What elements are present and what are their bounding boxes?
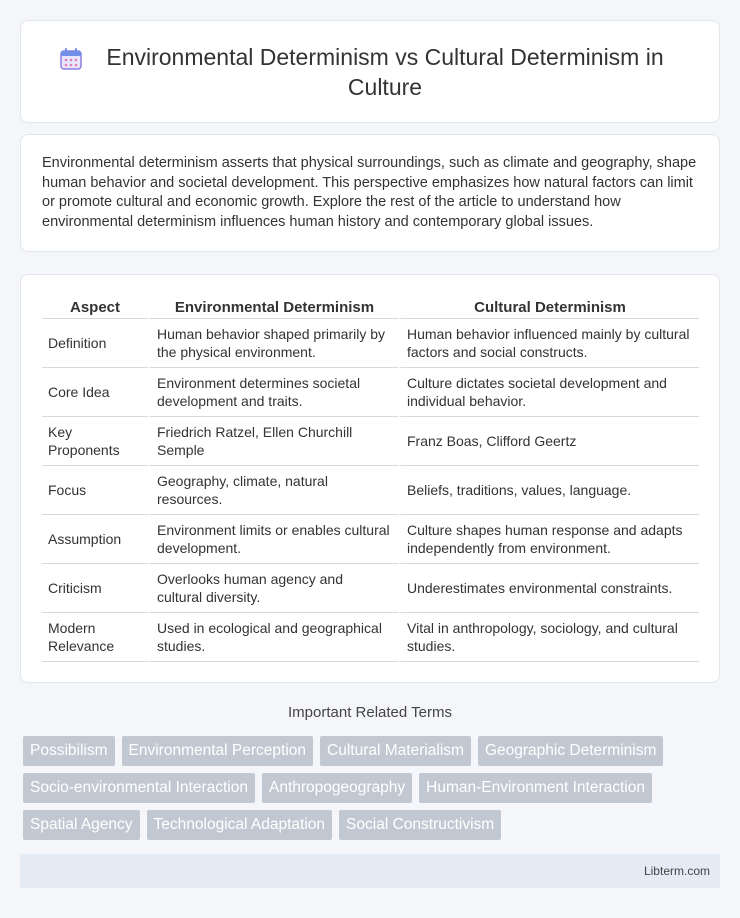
row-environmental: Human behavior shaped primarily by the physical environment. bbox=[148, 319, 398, 368]
related-terms-list bbox=[23, 736, 703, 840]
intro-paragraph: Environmental determinism asserts that physical surroundings, such as climate and geography, shape human behavior and societal development. This perspective emphasizes how natural factors can limit or promote cultural and economic growth. Explore the rest of the article to understand how environmental determinism influences human history and contemporary global issues. bbox=[42, 155, 697, 230]
comparison-table bbox=[42, 295, 699, 662]
tag-social-constructivism[interactable]: Social Constructivism bbox=[339, 810, 501, 840]
row-aspect: Core Idea bbox=[42, 368, 148, 417]
tag-human-environment-interaction[interactable]: Human-Environment Interaction bbox=[419, 773, 652, 803]
comparison-card bbox=[20, 274, 720, 683]
related-terms-title: Important Related Terms bbox=[288, 704, 452, 721]
header-card bbox=[20, 20, 720, 123]
page-title: Environmental Determinism vs Cultural Determinism in Culture bbox=[106, 43, 664, 100]
tag-geographic-determinism[interactable]: Geographic Determinism bbox=[478, 736, 663, 766]
tag-environmental-perception[interactable]: Environmental Perception bbox=[122, 736, 314, 766]
row-aspect: Key Proponents bbox=[42, 417, 148, 466]
header-environmental: Environmental Determinism bbox=[148, 295, 398, 319]
table-row bbox=[42, 613, 699, 662]
row-aspect: Focus bbox=[42, 466, 148, 515]
row-environmental: Used in ecological and geographical studies. bbox=[148, 613, 398, 662]
row-aspect: Definition bbox=[42, 319, 148, 368]
header-cultural: Cultural Determinism bbox=[398, 295, 699, 319]
table-row bbox=[42, 417, 699, 466]
tag-cultural-materialism[interactable]: Cultural Materialism bbox=[320, 736, 471, 766]
row-environmental: Friedrich Ratzel, Ellen Churchill Semple bbox=[148, 417, 398, 466]
table-row bbox=[42, 319, 699, 368]
row-environmental: Overlooks human agency and cultural diversity. bbox=[148, 564, 398, 613]
table-header-row bbox=[42, 295, 699, 319]
footer-brand-link[interactable]: Libterm.com bbox=[643, 864, 710, 878]
row-aspect: Modern Relevance bbox=[42, 613, 148, 662]
row-aspect: Criticism bbox=[42, 564, 148, 613]
tag-spatial-agency[interactable]: Spatial Agency bbox=[23, 810, 140, 840]
tag-possibilism[interactable]: Possibilism bbox=[23, 736, 115, 766]
table-row bbox=[42, 368, 699, 417]
row-environmental: Geography, climate, natural resources. bbox=[148, 466, 398, 515]
table-row bbox=[42, 466, 699, 515]
tag-anthropogeography[interactable]: Anthropogeography bbox=[262, 773, 412, 803]
table-row bbox=[42, 564, 699, 613]
row-cultural: Franz Boas, Clifford Geertz bbox=[398, 417, 699, 466]
row-cultural: Vital in anthropology, sociology, and cultural studies. bbox=[398, 613, 699, 662]
header-aspect: Aspect bbox=[42, 295, 148, 319]
row-aspect: Assumption bbox=[42, 515, 148, 564]
tag-socio-environmental-interaction[interactable]: Socio-environmental Interaction bbox=[23, 773, 255, 803]
row-cultural: Human behavior influenced mainly by cultural factors and social constructs. bbox=[398, 319, 699, 368]
row-environmental: Environment determines societal development and traits. bbox=[148, 368, 398, 417]
row-cultural: Culture shapes human response and adapts independently from environment. bbox=[398, 515, 699, 564]
table-row bbox=[42, 515, 699, 564]
intro-card bbox=[20, 134, 720, 252]
row-environmental: Environment limits or enables cultural development. bbox=[148, 515, 398, 564]
row-cultural: Beliefs, traditions, values, language. bbox=[398, 466, 699, 515]
tag-technological-adaptation[interactable]: Technological Adaptation bbox=[147, 810, 333, 840]
row-cultural: Underestimates environmental constraints. bbox=[398, 564, 699, 613]
footer bbox=[20, 854, 720, 888]
row-cultural: Culture dictates societal development and individual behavior. bbox=[398, 368, 699, 417]
